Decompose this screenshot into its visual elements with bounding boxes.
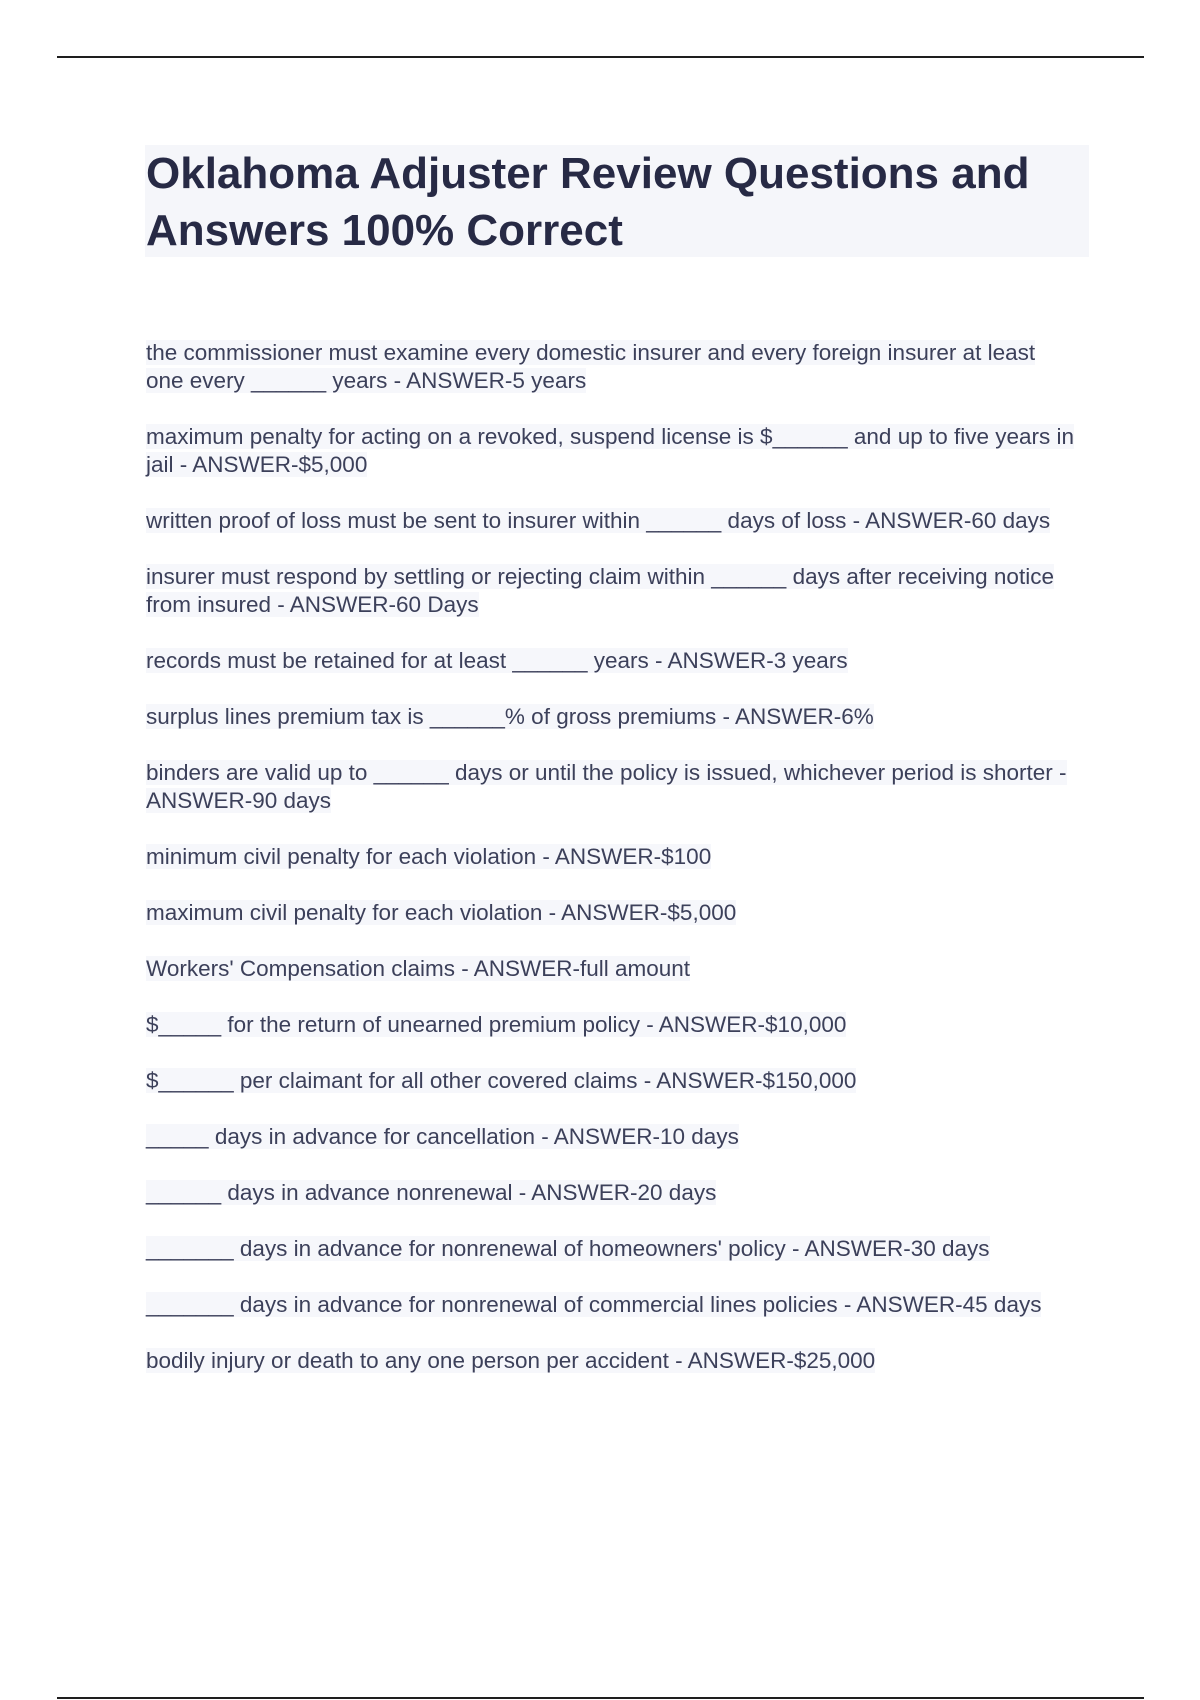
qa-item-13 bbox=[146, 1123, 1076, 1151]
qa-text: ______ days in advance nonrenewal - ANSWER-20 days bbox=[146, 1180, 717, 1205]
qa-text: $_____ for the return of unearned premium policy - ANSWER-$10,000 bbox=[146, 1012, 847, 1037]
qa-list bbox=[146, 339, 1076, 1403]
qa-text: the commissioner must examine every domestic insurer and every foreign insurer at least one every ______ years - ANSWER-5 years bbox=[146, 340, 1036, 393]
qa-item-14 bbox=[146, 1179, 1076, 1207]
qa-text: bodily injury or death to any one person per accident - ANSWER-$25,000 bbox=[146, 1348, 876, 1373]
qa-item-5 bbox=[146, 647, 1076, 675]
qa-text: written proof of loss must be sent to insurer within ______ days of loss - ANSWER-60 days bbox=[146, 508, 1051, 533]
qa-item-3 bbox=[146, 507, 1076, 535]
qa-item-4 bbox=[146, 563, 1076, 619]
top-rule bbox=[57, 56, 1144, 58]
qa-item-17 bbox=[146, 1347, 1076, 1375]
qa-text: surplus lines premium tax is ______% of gross premiums - ANSWER-6% bbox=[146, 704, 874, 729]
qa-text: insurer must respond by settling or rejecting claim within ______ days after receiving notice from insured - ANSWER-60 Days bbox=[146, 564, 1054, 617]
qa-item-8 bbox=[146, 843, 1076, 871]
qa-item-16 bbox=[146, 1291, 1076, 1319]
qa-item-2 bbox=[146, 423, 1076, 479]
qa-text: minimum civil penalty for each violation - ANSWER-$100 bbox=[146, 844, 712, 869]
qa-text: maximum civil penalty for each violation - ANSWER-$5,000 bbox=[146, 900, 737, 925]
document-title: Oklahoma Adjuster Review Questions and Answers 100% Correct bbox=[146, 149, 1030, 255]
qa-text: _____ days in advance for cancellation - ANSWER-10 days bbox=[146, 1124, 739, 1149]
qa-item-12 bbox=[146, 1067, 1076, 1095]
qa-item-6 bbox=[146, 703, 1076, 731]
qa-item-7 bbox=[146, 759, 1076, 815]
qa-item-10 bbox=[146, 955, 1076, 983]
qa-item-11 bbox=[146, 1011, 1076, 1039]
qa-item-15 bbox=[146, 1235, 1076, 1263]
qa-text: _______ days in advance for nonrenewal of commercial lines policies - ANSWER-45 days bbox=[146, 1292, 1042, 1317]
bottom-rule bbox=[57, 1697, 1144, 1699]
qa-item-9 bbox=[146, 899, 1076, 927]
qa-text: _______ days in advance for nonrenewal of homeowners' policy - ANSWER-30 days bbox=[146, 1236, 990, 1261]
qa-text: Workers' Compensation claims - ANSWER-full amount bbox=[146, 956, 691, 981]
qa-text: maximum penalty for acting on a revoked, suspend license is $______ and up to five years in jail - ANSWER-$5,000 bbox=[146, 424, 1075, 477]
qa-text: $______ per claimant for all other covered claims - ANSWER-$150,000 bbox=[146, 1068, 857, 1093]
qa-text: records must be retained for at least ______ years - ANSWER-3 years bbox=[146, 648, 848, 673]
qa-text: binders are valid up to ______ days or until the policy is issued, whichever period is shorter - ANSWER-90 days bbox=[146, 760, 1067, 813]
qa-item-1 bbox=[146, 339, 1076, 395]
